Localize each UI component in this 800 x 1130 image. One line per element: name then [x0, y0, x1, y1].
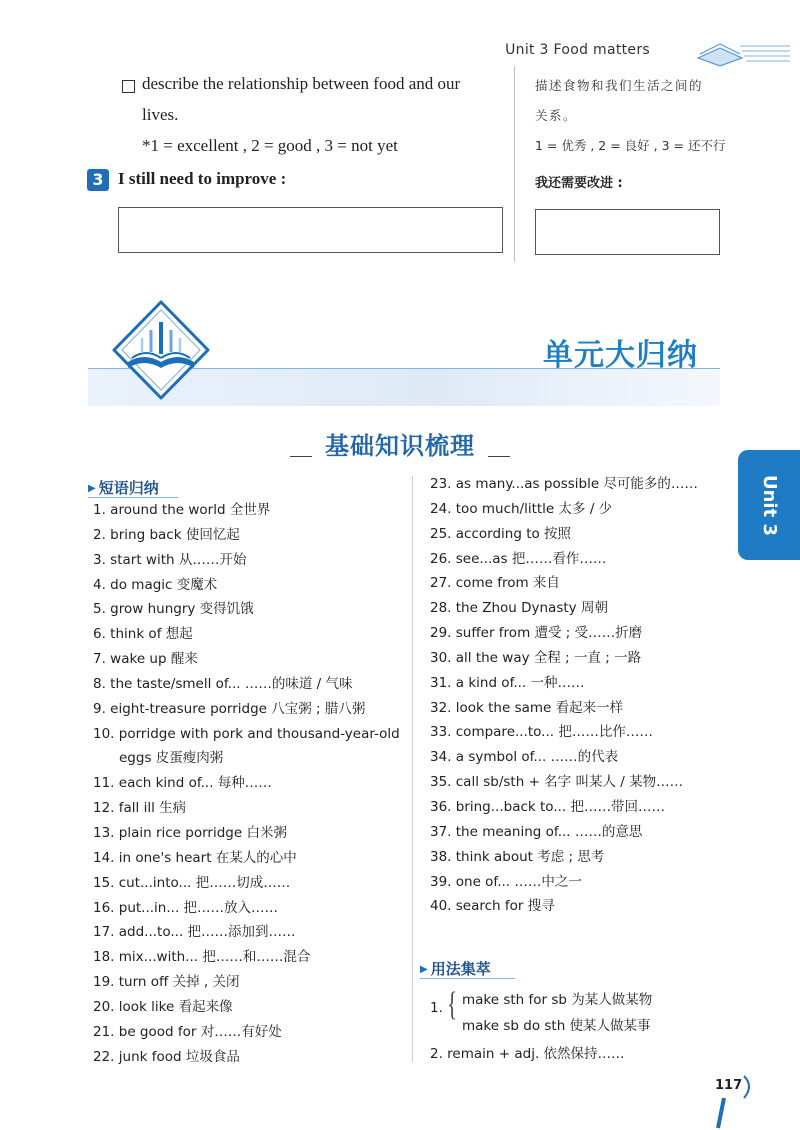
self-check-line-1: describe the relationship between food and our — [142, 74, 461, 93]
list-item: 20. look like 看起来像 — [93, 998, 233, 1015]
list-item: 25. according to 按照 — [430, 525, 572, 542]
cn-description-line-1: 描述食物和我们生活之间的 — [535, 78, 704, 93]
list-item: 39. one of... ……中之一 — [430, 873, 582, 890]
list-item: 10. porridge with pork and thousand-year-old — [93, 725, 400, 742]
book-stack-icon — [690, 38, 790, 72]
phrase-list-right — [430, 472, 698, 919]
list-item: 6. think of 想起 — [93, 626, 193, 643]
list-item: 34. a symbol of... ……的代表 — [430, 749, 619, 766]
unit-side-tab-label-wrap — [738, 450, 800, 560]
list-item: 21. be good for 对……有好处 — [93, 1023, 282, 1040]
basic-knowledge-title: 基础知识梳理 — [325, 432, 475, 460]
unit-summary-title: 单元大归纳 — [543, 338, 698, 373]
title-underline-right — [488, 456, 510, 457]
list-item: 1. around the world 全世界 — [93, 502, 271, 518]
open-book-diamond-icon — [106, 296, 216, 404]
header-unit-title: Unit 3 Food matters — [505, 42, 650, 58]
usage-heading-underline — [420, 978, 515, 979]
phrases-heading: ▶ 短语归纳 — [88, 477, 159, 498]
list-item: 8. the taste/smell of... ……的味道 / 气味 — [93, 675, 353, 692]
list-item: 18. mix...with... 把……和……混合 — [93, 949, 311, 966]
usage-item-1-number: 1. — [430, 1000, 443, 1016]
list-item: 23. as many...as possible 尽可能多的…… — [430, 476, 698, 492]
title-underline-left — [290, 456, 312, 457]
improve-label: I still need to improve : — [118, 169, 287, 188]
list-column-divider — [412, 476, 413, 1062]
list-item: 14. in one's heart 在某人的心中 — [93, 849, 297, 866]
list-item: 7. wake up 醒来 — [93, 651, 198, 668]
list-item: 37. the meaning of... ……的意思 — [430, 823, 643, 840]
list-item: 2. bring back 使回忆起 — [93, 526, 240, 543]
brace-icon: { — [447, 986, 458, 1023]
list-item: 13. plain rice porridge 白米粥 — [93, 824, 287, 841]
list-item: eggs 皮蛋瘦肉粥 — [119, 750, 224, 767]
list-item: 11. each kind of... 每种…… — [93, 775, 272, 792]
rating-note: *1 = excellent , 2 = good , 3 = not yet — [142, 136, 398, 155]
unit-side-tab-label: Unit 3 — [758, 474, 780, 536]
usage-item-1a: make sth for sb 为某人做某物 — [462, 992, 653, 1008]
list-item: 27. come from 来自 — [430, 575, 560, 592]
list-item: 15. cut...into... 把……切成…… — [93, 874, 291, 891]
list-item: 4. do magic 变魔术 — [93, 576, 218, 593]
section-number-badge: 3 — [87, 169, 109, 191]
list-item: 28. the Zhou Dynasty 周朝 — [430, 600, 608, 617]
list-item: 26. see...as 把……看作…… — [430, 550, 607, 567]
list-item: 22. junk food 垃圾食品 — [93, 1048, 240, 1065]
usage-item-2: 2. remain + adj. 依然保持…… — [430, 1046, 625, 1062]
usage-heading: ▶ 用法集萃 — [420, 958, 491, 979]
page-number: 117 — [715, 1078, 743, 1093]
list-item: 32. look the same 看起来一样 — [430, 699, 624, 716]
list-item: 36. bring...back to... 把……带回…… — [430, 798, 665, 815]
phrase-list-left — [93, 498, 400, 1069]
list-item: 5. grow hungry 变得饥饿 — [93, 601, 254, 618]
list-item: 33. compare...to... 把……比作…… — [430, 724, 653, 741]
cn-improve-answer-box[interactable] — [535, 209, 720, 255]
self-check-line-2: lives. — [142, 105, 179, 124]
list-item: 31. a kind of... 一种…… — [430, 674, 585, 691]
list-item: 9. eight-treasure porridge 八宝粥 ; 腊八粥 — [93, 700, 366, 717]
list-item: 38. think about 考虑 ; 思考 — [430, 848, 605, 865]
self-check-checkbox[interactable] — [122, 80, 135, 93]
list-item: 16. put...in... 把……放入…… — [93, 899, 279, 916]
usage-item-1b: make sb do sth 使某人做某事 — [462, 1018, 651, 1034]
list-item: 19. turn off 关掉 , 关闭 — [93, 974, 240, 991]
cn-description-line-2: 关系。 — [535, 108, 578, 123]
improve-answer-box[interactable] — [118, 207, 503, 253]
cn-rating-note: 1 = 优秀 , 2 = 良好 , 3 = 还不行 — [535, 138, 726, 153]
list-item: 17. add...to... 把……添加到…… — [93, 924, 296, 941]
column-divider — [514, 66, 515, 262]
list-item: 30. all the way 全程 ; 一直 ; 一路 — [430, 649, 642, 666]
list-item: 24. too much/little 太多 / 少 — [430, 500, 613, 517]
cn-improve-label: 我还需要改进 : — [535, 176, 623, 191]
list-item: 40. search for 搜寻 — [430, 898, 555, 915]
list-item: 12. fall ill 生病 — [93, 800, 187, 817]
list-item: 3. start with 从……开始 — [93, 551, 247, 568]
list-item: 35. call sb/sth + 名字 叫某人 / 某物…… — [430, 774, 684, 791]
list-item: 29. suffer from 遭受 ; 受……折磨 — [430, 625, 643, 642]
